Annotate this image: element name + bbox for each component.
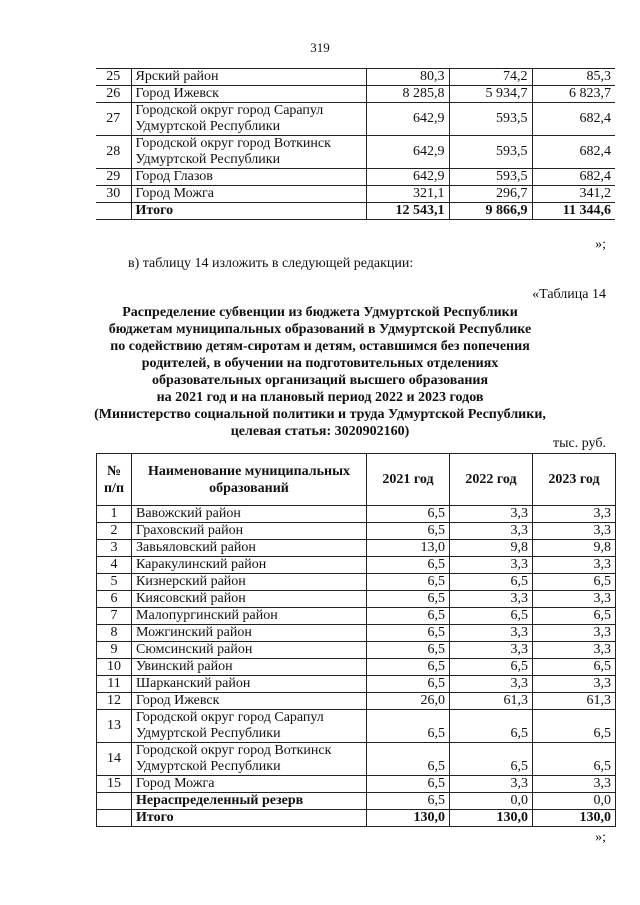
value-2022: 593,5 (449, 103, 532, 136)
value-2022: 593,5 (449, 169, 532, 186)
row-number: 9 (97, 642, 132, 659)
value-2021: 642,9 (366, 136, 449, 169)
value-2022: 3,3 (450, 591, 533, 608)
municipality-name: Кизнерский район (132, 574, 367, 591)
table-label: «Таблица 14 (532, 287, 606, 302)
reserve-row (97, 793, 616, 810)
municipality-name: Каракулинский район (132, 557, 367, 574)
municipality-name: Город Ижевск (132, 693, 367, 710)
value-2023: 682,4 (532, 103, 615, 136)
municipality-name: Завьяловский район (132, 540, 367, 557)
units-label: тыс. руб. (553, 436, 606, 451)
total-2022: 9 866,9 (449, 203, 532, 220)
table-row (97, 676, 616, 693)
value-2023: 6,5 (533, 659, 616, 676)
row-number: 7 (97, 608, 132, 625)
value-2021: 80,3 (366, 69, 449, 86)
table-header (97, 454, 616, 506)
value-2021: 8 285,8 (366, 86, 449, 103)
value-2021: 642,9 (366, 103, 449, 136)
value-2022: 74,2 (449, 69, 532, 86)
value-2022: 6,5 (450, 574, 533, 591)
table-row (97, 642, 616, 659)
municipality-name: Ярский район (131, 69, 366, 86)
value-2022: 3,3 (450, 776, 533, 793)
value-2022: 9,8 (450, 540, 533, 557)
total-2021: 12 543,1 (366, 203, 449, 220)
municipality-name: Граховский район (132, 523, 367, 540)
value-2022: 3,3 (450, 625, 533, 642)
municipality-name: Вавожский район (132, 506, 367, 523)
value-2022: 6,5 (450, 743, 533, 776)
table-row (97, 608, 616, 625)
table-row (97, 506, 616, 523)
total-row (97, 810, 616, 827)
table-row (97, 743, 616, 776)
table-row (96, 103, 615, 136)
title-line: целевая статья: 3020902160) (230, 424, 410, 439)
value-2023: 3,3 (533, 642, 616, 659)
row-number: 6 (97, 591, 132, 608)
total-2023: 130,0 (533, 810, 616, 827)
municipality-name: Сюмсинский район (132, 642, 367, 659)
row-number: 15 (97, 776, 132, 793)
municipality-name: Город Ижевск (131, 86, 366, 103)
reserve-2022: 0,0 (450, 793, 533, 810)
value-2022: 3,3 (450, 557, 533, 574)
row-number: 25 (96, 69, 131, 86)
municipality-name: Киясовский район (132, 591, 367, 608)
table-row (96, 136, 615, 169)
value-2021: 6,5 (367, 523, 450, 540)
row-number: 30 (96, 186, 131, 203)
row-number: 29 (96, 169, 131, 186)
value-2023: 682,4 (532, 169, 615, 186)
municipality-name: Шарканский район (132, 676, 367, 693)
value-2021: 6,5 (367, 776, 450, 793)
value-2022: 3,3 (450, 506, 533, 523)
table-row (96, 169, 615, 186)
value-2022: 6,5 (450, 659, 533, 676)
total-2022: 130,0 (450, 810, 533, 827)
value-2021: 321,1 (366, 186, 449, 203)
row-number: 5 (97, 574, 132, 591)
header-2021: 2021 год (367, 454, 450, 506)
header-name: Наименование муниципальных образований (132, 454, 367, 506)
value-2021: 642,9 (366, 169, 449, 186)
amendment-instruction: в) таблицу 14 изложить в следующей редакции: (128, 256, 414, 271)
municipality-name: Малопургинский район (132, 608, 367, 625)
table-row (96, 69, 615, 86)
reserve-2021: 6,5 (367, 793, 450, 810)
value-2022: 3,3 (450, 642, 533, 659)
previous-table-body (96, 69, 615, 220)
municipality-name: Городской округ город Сарапул Удмуртской Республики (131, 103, 366, 136)
value-2022: 6,5 (450, 710, 533, 743)
value-2023: 3,3 (533, 776, 616, 793)
value-2021: 13,0 (367, 540, 450, 557)
municipality-name: Можгинский район (132, 625, 367, 642)
row-number: 26 (96, 86, 131, 103)
value-2023: 6,5 (533, 710, 616, 743)
value-2022: 296,7 (449, 186, 532, 203)
closing-quote: »; (595, 237, 606, 252)
table-row (97, 523, 616, 540)
table-row (97, 540, 616, 557)
total-label: Итого (132, 810, 367, 827)
municipality-name: Город Можга (132, 776, 367, 793)
reserve-label: Нераспределенный резерв (132, 793, 367, 810)
value-2021: 6,5 (367, 659, 450, 676)
value-2023: 85,3 (532, 69, 615, 86)
value-2023: 3,3 (533, 625, 616, 642)
value-2023: 6,5 (533, 574, 616, 591)
value-2023: 3,3 (533, 676, 616, 693)
row-number: 3 (97, 540, 132, 557)
previous-table-continuation (96, 68, 615, 220)
table-row (97, 625, 616, 642)
reserve-2023: 0,0 (533, 793, 616, 810)
table-row (97, 776, 616, 793)
value-2023: 341,2 (532, 186, 615, 203)
table-row (97, 591, 616, 608)
value-2021: 6,5 (367, 506, 450, 523)
total-2021: 130,0 (367, 810, 450, 827)
table-row (97, 574, 616, 591)
municipality-name: Город Глазов (131, 169, 366, 186)
total-label: Итого (131, 203, 366, 220)
row-number: 11 (97, 676, 132, 693)
table-body (97, 506, 616, 827)
value-2022: 3,3 (450, 676, 533, 693)
value-2023: 6,5 (533, 743, 616, 776)
value-2022: 5 934,7 (449, 86, 532, 103)
page-number: 319 (310, 40, 330, 55)
row-number: 13 (97, 710, 132, 743)
row-number: 12 (97, 693, 132, 710)
table-row (97, 659, 616, 676)
municipality-name: Городской округ город Воткинск Удмуртской Республики (131, 136, 366, 169)
table-row (96, 86, 615, 103)
value-2023: 6,5 (533, 608, 616, 625)
title-line: родителей, в обучении на подготовительных отделениях (141, 356, 499, 371)
value-2023: 6 823,7 (532, 86, 615, 103)
title-line: по содействию детям-сиротам и детям, оставшимся без попечения (110, 339, 530, 354)
header-row (97, 454, 616, 506)
value-2021: 26,0 (367, 693, 450, 710)
municipality-name: Увинский район (132, 659, 367, 676)
subvention-table (96, 453, 616, 827)
value-2021: 6,5 (367, 710, 450, 743)
value-2023: 3,3 (533, 523, 616, 540)
value-2022: 593,5 (449, 136, 532, 169)
table-row (97, 710, 616, 743)
title-line: образовательных организаций высшего образования (151, 373, 489, 388)
header-2022: 2022 год (450, 454, 533, 506)
municipality-name: Городской округ город Сарапул Удмуртской Республики (132, 710, 367, 743)
header-number: № п/п (97, 454, 132, 506)
row-number: 1 (97, 506, 132, 523)
row-number: 14 (97, 743, 132, 776)
value-2021: 6,5 (367, 557, 450, 574)
value-2023: 61,3 (533, 693, 616, 710)
row-number: 27 (96, 103, 131, 136)
table-row (97, 557, 616, 574)
title-line: на 2021 год и на плановый период 2022 и 2023 годов (156, 390, 484, 405)
table-title (60, 304, 580, 440)
header-2023: 2023 год (533, 454, 616, 506)
value-2021: 6,5 (367, 574, 450, 591)
total-row (96, 203, 615, 220)
value-2023: 3,3 (533, 591, 616, 608)
row-number: 8 (97, 625, 132, 642)
value-2022: 3,3 (450, 523, 533, 540)
title-line: бюджетам муниципальных образований в Удмуртской Республике (108, 322, 532, 337)
row-number: 10 (97, 659, 132, 676)
municipality-name: Городской округ город Воткинск Удмуртской Республики (132, 743, 367, 776)
title-line: (Министерство социальной политики и труда Удмуртской Республики, (94, 407, 546, 422)
value-2021: 6,5 (367, 625, 450, 642)
row-number: 28 (96, 136, 131, 169)
value-2021: 6,5 (367, 642, 450, 659)
table-row (97, 693, 616, 710)
closing-quote: »; (595, 830, 606, 845)
row-number: 4 (97, 557, 132, 574)
table-row (96, 186, 615, 203)
value-2021: 6,5 (367, 743, 450, 776)
value-2023: 3,3 (533, 506, 616, 523)
value-2023: 3,3 (533, 557, 616, 574)
value-2023: 9,8 (533, 540, 616, 557)
title-line: Распределение субвенции из бюджета Удмуртской Республики (122, 305, 518, 320)
value-2022: 6,5 (450, 608, 533, 625)
value-2021: 6,5 (367, 608, 450, 625)
total-2023: 11 344,6 (532, 203, 615, 220)
value-2022: 61,3 (450, 693, 533, 710)
municipality-name: Город Можга (131, 186, 366, 203)
row-number: 2 (97, 523, 132, 540)
value-2021: 6,5 (367, 676, 450, 693)
value-2021: 6,5 (367, 591, 450, 608)
value-2023: 682,4 (532, 136, 615, 169)
